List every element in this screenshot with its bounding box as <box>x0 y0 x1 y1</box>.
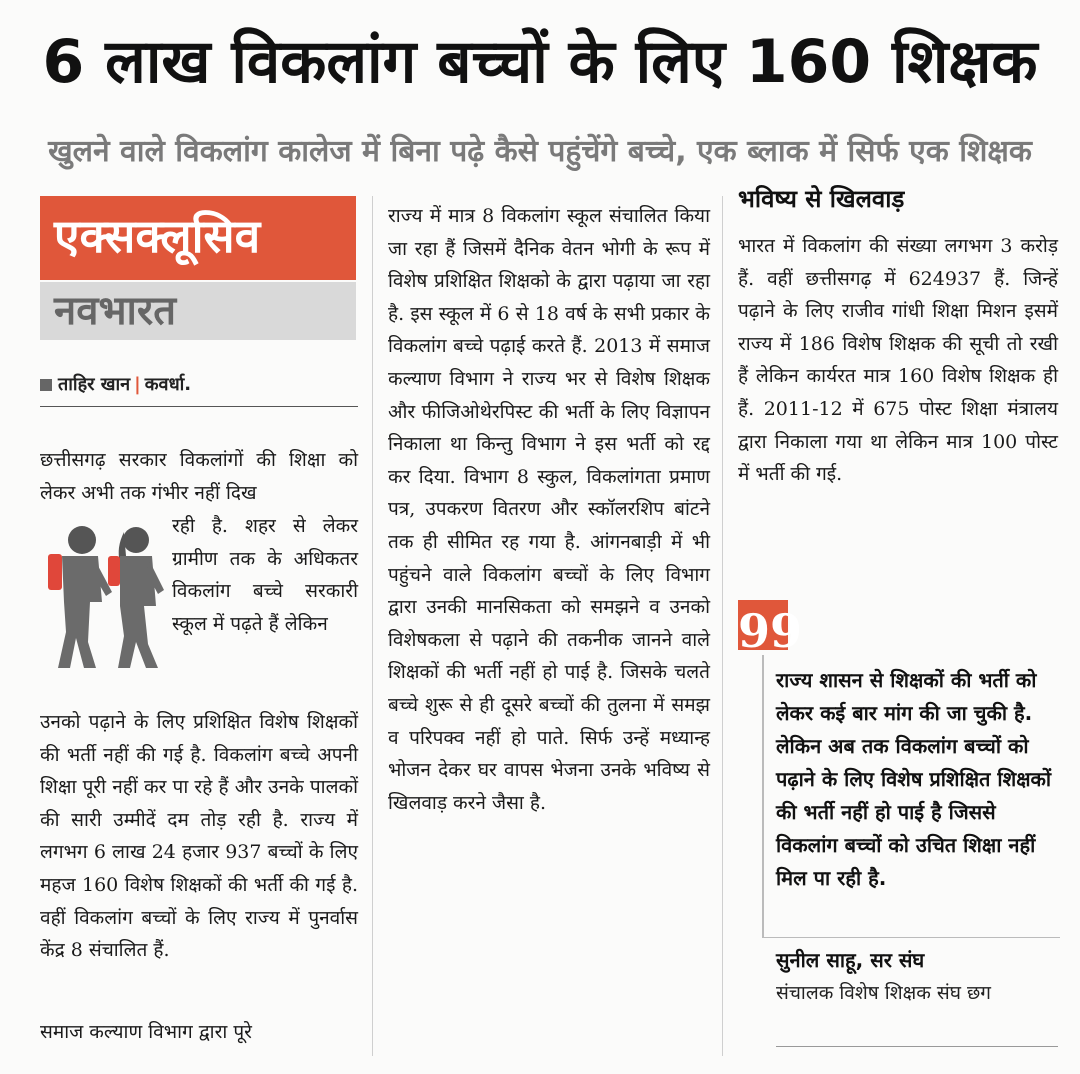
column-divider-1 <box>372 196 373 1056</box>
column-divider-2 <box>722 196 723 1056</box>
col3-paragraph: भारत में विकलांग की संख्या लगभग 3 करोड़ हैं. वहीं छत्तीसगढ़ में 624937 हैं. जिन्हें पढ़ाने के लिए राजीव गांधी शिक्षा मिशन इसमें राज्य में 186 विशेष शिक्षक की सूची तो रखी हैं लेकिन कार्यरत मात्र 160 विशेष शिक्षक ही हैं. 2011-12 में 675 पोस्ट शिक्षा मंत्रालय द्वारा निकाला गया था लेकिन मात्र 100 पोस्ट में भर्ती की गई. <box>738 235 1058 486</box>
col3-heading: भविष्य से खिलवाड़ <box>738 185 905 213</box>
byline-square-icon <box>40 379 52 391</box>
exclusive-banner: एक्सक्लूसिव <box>40 196 356 280</box>
newspaper-brand: नवभारत <box>40 282 356 340</box>
subheadline: खुलने वाले विकलांग कालेज में बिना पढ़े कैसे पहुंचेंगे बच्चे, एक ब्लाक में सिर्फ एक शिक्षक <box>48 134 1032 169</box>
quote-mark-icon: 99 <box>738 600 788 650</box>
byline-separator: | <box>134 374 141 395</box>
col1-paragraph-wrap: रही है. शहर से लेकर ग्रामीण तक के अधिकतर विकलांग बच्चे सरकारी स्कूल में पढ़ते हैं लेकिन <box>172 515 358 635</box>
col1-paragraph-bottom: उनको पढ़ाने के लिए प्रशिक्षित विशेष शिक्षकों की भर्ती नहीं की गई है. विकलांग बच्चे अपनी शिक्षा पूरी नहीं कर पा रहे हैं और उनके पालकों की सारी उम्मीदें दम तोड़ रही है. राज्य में लगभग 6 लाख 24 हजार 937 बच्चों के लिए महज 160 विशेष शिक्षकों की भर्ती की गई है. वहीं विकलांग बच्चों के लिए राज्य में पुनर्वास केंद्र 8 संचालित हैं. <box>40 711 358 962</box>
col1-paragraph-top: छत्तीसगढ़ सरकार विकलांगों की शिक्षा को लेकर अभी तक गंभीर नहीं दिख <box>40 449 358 504</box>
quote-role: संचालक विशेष शिक्षक संघ छग <box>776 982 991 1004</box>
byline-rule <box>40 406 358 407</box>
byline-place: कवर्धा. <box>144 374 192 395</box>
byline <box>40 372 356 398</box>
quote-rule <box>776 1046 1058 1047</box>
headline: 6 लाख विकलांग बच्चों के लिए 160 शिक्षक <box>42 27 1038 97</box>
quote-text: राज्य शासन से शिक्षकों की भर्ती को लेकर कई बार मांग की जा चुकी है. लेकिन अब तक विकलांग बच्चों को पढ़ाने के लिए विशेष प्रशिक्षित शिक्षकों की भर्ती नहीं हो पाई है जिससे विकलांग बच्चों को उचित शिक्षा नहीं मिल पा रही है. <box>776 668 1052 890</box>
col1-paragraph-last: समाज कल्याण विभाग द्वारा पूरे <box>40 1021 252 1043</box>
children-walking-icon <box>40 522 166 672</box>
quote-author: सुनील साहू, सर संघ <box>776 948 925 972</box>
col2-paragraph: राज्य में मात्र 8 विकलांग स्कूल संचालित किया जा रहा हैं जिसमें दैनिक वेतन भोगी के रूप में विशेष प्रशिक्षित शिक्षको के द्वारा पढ़ाया जा रहा है. इस स्कूल में 6 से 18 वर्ष के सभी प्रकार के विकलांग बच्चे पढ़ाई करते हैं. 2013 में समाज कल्याण विभाग ने राज्य भर से विशेष शिक्षक और फीजिओथेरपिस्ट की भर्ती के लिए विज्ञापन निकाला था किन्तु विभाग ने इस भर्ती को रद्द कर दिया. विभाग 8 स्कुल, विकलांगता प्रमाण पत्र, उपकरण वितरण और स्कॉलरशिप बांटने तक ही सीमित रह गया है. आंगनबाड़ी में भी पहुंचने वाले विकलांग बच्चों के लिए विभाग द्वारा उनकी मानसिकता को समझने व उनको विशेषकला से पढ़ाने की तकनीक जानने वाले शिक्षकों की भर्ती नहीं हो पाई है. जिसके चलते बच्चे शुरू से ही दूसरे बच्चों की तुलना में समझ व परिपक्व नहीं हो पाते. सिर्फ उन्हें मध्यान्ह भोजन देकर घर वापस भेजना उनके भविष्य से खिलवाड़ करने जैसा है. <box>388 205 710 814</box>
byline-author: ताहिर खान <box>58 374 131 395</box>
